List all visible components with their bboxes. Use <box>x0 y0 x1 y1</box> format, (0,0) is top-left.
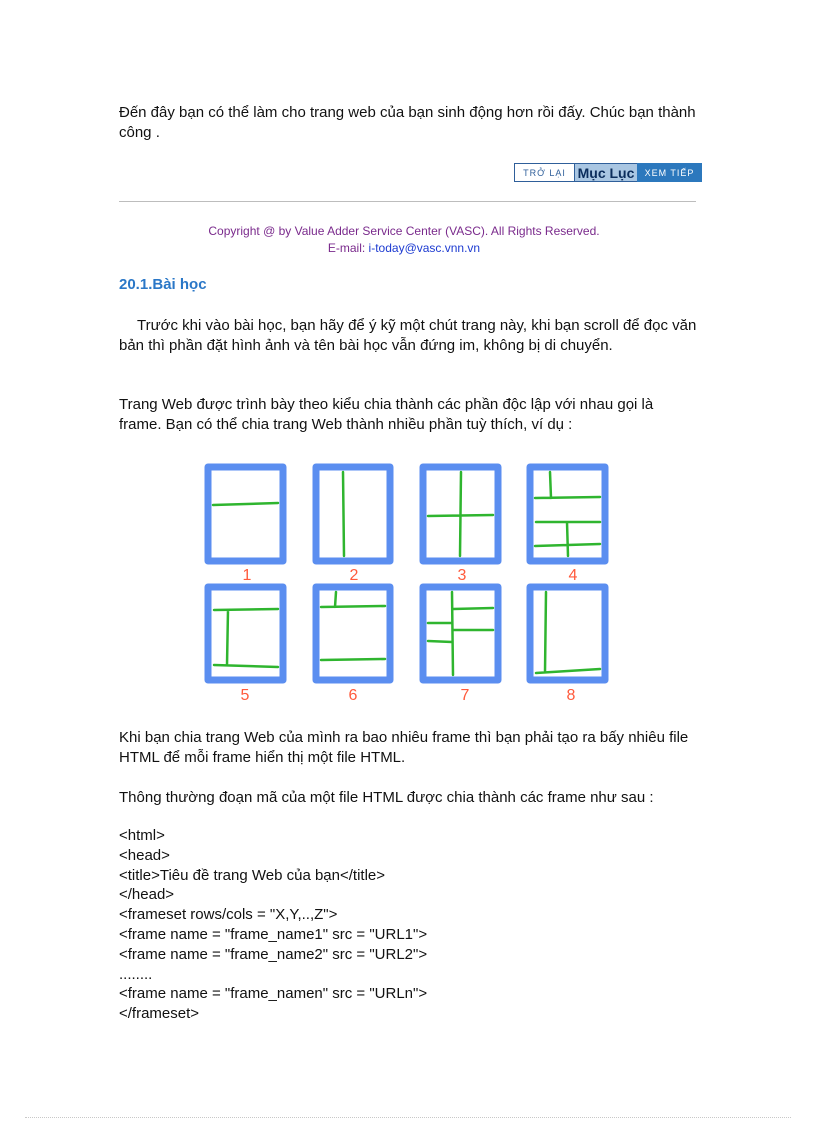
code-line: </frameset> <box>119 1005 200 1023</box>
frame-layout-6-border <box>316 587 390 680</box>
email-link[interactable]: i-today@vasc.vnn.vn <box>368 241 481 255</box>
code-line: ........ <box>119 965 153 983</box>
frame-label: 6 <box>348 687 358 704</box>
paragraph-code-intro: Thông thường đoạn mã của một file HTML được chia thành các frame như sau : <box>119 789 654 806</box>
frame-label: 5 <box>240 687 250 704</box>
frame-label: 2 <box>349 567 359 584</box>
frame-label: 8 <box>566 687 576 704</box>
page-bottom-rule <box>25 1117 791 1118</box>
frame-layout-8-divider <box>536 592 600 673</box>
intro-paragraph: Đến đây bạn có thể làm cho trang web của bạn sinh động hơn rồi đấy. Chúc bạn thành công . <box>119 104 696 141</box>
back-button[interactable]: TRỞ LẠI <box>514 163 575 182</box>
code-block <box>119 826 427 1024</box>
paragraph-intro-lesson: Trước khi vào bài học, bạn hãy để ý kỹ một chút trang này, khi bạn scroll để đọc văn bản thì phần đặt hình ảnh và tên bài học vẫn đứng im, không bị di chuyển. <box>119 317 697 354</box>
code-line: <frame name = "frame_name2" src = "URL2"> <box>119 945 428 963</box>
frame-layout-2-divider <box>343 472 344 556</box>
frame-layout-1-border <box>208 467 283 561</box>
divider <box>119 201 696 202</box>
frame-label: 4 <box>568 567 578 584</box>
frame-label: 7 <box>460 687 470 704</box>
table-of-contents-button[interactable]: Mục Lục <box>575 163 637 182</box>
code-line: <frame name = "frame_name1" src = "URL1"> <box>119 925 428 943</box>
frame-layout-7-divider <box>428 592 493 675</box>
frame-label: 1 <box>242 567 252 584</box>
code-line: <html> <box>119 827 165 844</box>
copyright-text: Copyright @ by Value Adder Service Center (VASC). All Rights Reserved. <box>208 224 600 238</box>
frame-layouts-figure <box>200 460 620 705</box>
frame-layout-4-divider <box>535 472 600 556</box>
page-navigation <box>514 163 702 182</box>
code-line: </head> <box>119 886 175 904</box>
frame-layout-1-divider <box>213 503 278 505</box>
frame-layout-7-border <box>423 587 498 680</box>
next-button[interactable]: XEM TIẾP <box>637 163 702 182</box>
code-line: <title>Tiêu đề trang Web của bạn</title> <box>119 866 386 884</box>
contact-line <box>119 240 689 256</box>
section-heading: 20.1.Bài học <box>119 276 207 293</box>
frame-layout-3-divider <box>428 472 493 556</box>
email-label: E-mail: <box>327 241 369 255</box>
code-line: <head> <box>119 846 170 864</box>
code-line: <frame name = "frame_namen" src = "URLn"> <box>119 985 428 1003</box>
paragraph-html-files: Khi bạn chia trang Web của mình ra bao nhiêu frame thì bạn phải tạo ra bấy nhiêu file HTML để mỗi frame hiển thị một file HTML. <box>119 729 689 766</box>
frame-layout-6-divider <box>321 592 385 660</box>
frame-layout-8-border <box>530 587 605 680</box>
frame-layout-5-divider <box>214 609 278 667</box>
code-line: <frameset rows/cols = "X,Y,..,Z"> <box>119 906 338 924</box>
frame-layout-2-border <box>316 467 390 561</box>
frame-label: 3 <box>457 567 467 584</box>
paragraph-frames: Trang Web được trình bày theo kiểu chia thành các phần độc lập với nhau gọi là frame. Bạn có thể chia trang Web thành nhiều phần tuỳ thích, ví dụ : <box>119 396 654 433</box>
